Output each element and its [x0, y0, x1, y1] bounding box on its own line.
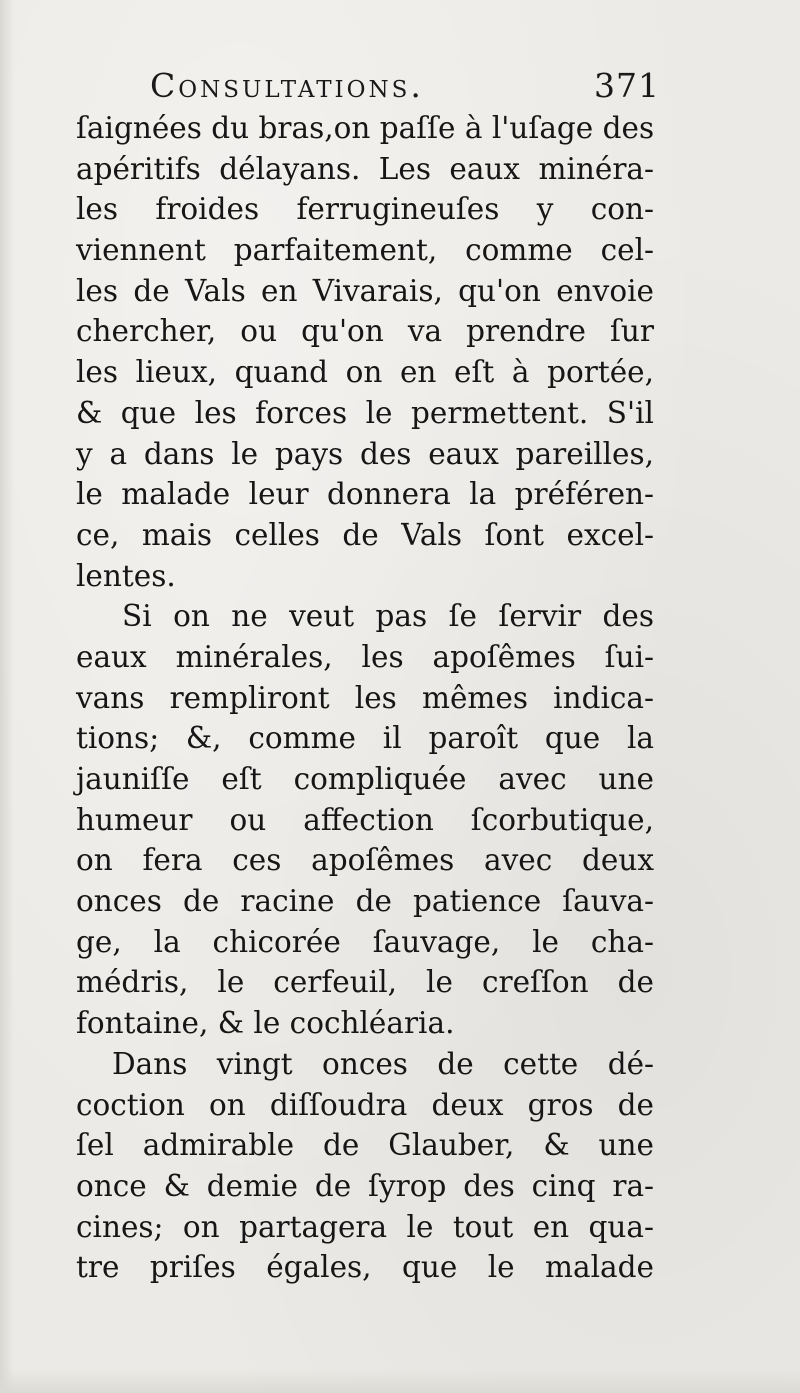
text-line: ce, mais celles de Vals ſont excel- — [76, 517, 654, 552]
text-line: vans rempliront les mêmes indica- — [76, 680, 654, 715]
text-line: on fera ces apoſêmes avec deux — [76, 843, 654, 878]
text-line: tre priſes égales, que le malade — [76, 1250, 654, 1285]
page-number: 371 — [594, 66, 660, 105]
text-line: les froides ferrugineuſes y con- — [76, 192, 654, 227]
text-line: jauniſſe eſt compliquée avec une — [76, 762, 654, 796]
text-line: once & demie de ſyrop des cinq ra- — [76, 1168, 654, 1203]
text-line: ſaignées du bras,on paſſe à l'uſage des — [76, 111, 655, 145]
text-line: chercher, ou qu'on va prendre ſur — [76, 314, 654, 349]
body-text — [76, 108, 654, 1288]
text-line: ge, la chicorée ſauvage, le cha- — [76, 924, 654, 959]
text-line: humeur ou affection ſcorbutique, — [76, 802, 654, 837]
text-line: ſel admirable de Glauber, & une — [76, 1128, 654, 1163]
text-line: cines; on partagera le tout en qua- — [76, 1209, 654, 1244]
text-line: coction on diſſoudra deux gros de — [76, 1087, 654, 1122]
text-line: tions; &, comme il paroît que la — [76, 721, 654, 756]
paragraph-start-line: Si on ne veut pas ſe ſervir des — [122, 599, 654, 634]
running-header — [150, 66, 660, 105]
text-line: y a dans le pays des eaux pareilles, — [76, 436, 654, 471]
text-line: viennent parfaitement, comme cel- — [76, 233, 654, 268]
paragraph-start-line: Dans vingt onces de cette dé- — [112, 1046, 654, 1081]
text-line: fontaine, & le cochléaria. — [76, 1006, 455, 1041]
page-edge-shadow — [0, 0, 14, 1393]
text-line: le malade leur donnera la préféren- — [76, 477, 654, 512]
running-title: Consultations. — [150, 66, 424, 105]
text-line: apéritifs délayans. Les eaux minéra- — [76, 151, 654, 186]
text-line: les lieux, quand on en eſt à portée, — [76, 355, 654, 390]
text-line: & que les forces le permettent. S'il — [76, 395, 654, 430]
text-line: médris, le cerfeuil, le creſſon de — [76, 965, 654, 1000]
text-line: les de Vals en Vivarais, qu'on envoie — [76, 273, 654, 308]
text-line: eaux minérales, les apoſêmes ſui- — [76, 639, 654, 674]
page-bottom-shadow — [0, 1369, 800, 1393]
text-line: lentes. — [76, 558, 176, 593]
text-line: onces de racine de patience ſauva- — [76, 884, 654, 919]
